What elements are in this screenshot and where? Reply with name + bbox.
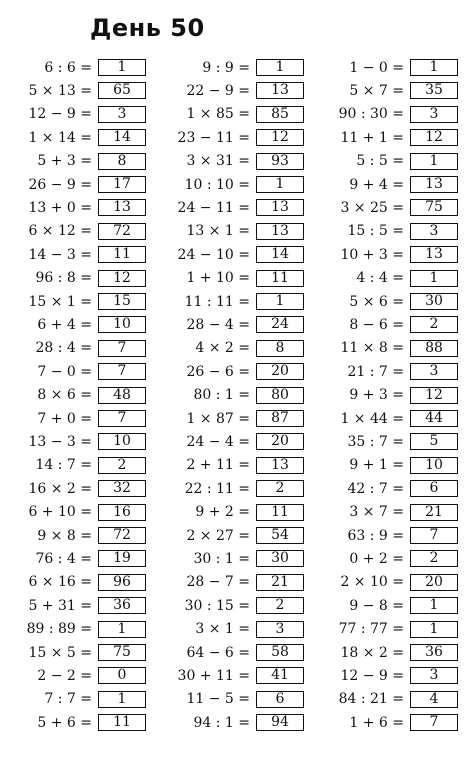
exercise-expression: 5 + 31 = xyxy=(28,597,92,614)
exercise-expression: 2 × 10 = xyxy=(340,574,404,591)
answer-box: 13 xyxy=(410,246,458,263)
exercise-row xyxy=(312,643,458,662)
exercise-expression: 5 : 5 = xyxy=(356,153,404,170)
answer-box: 1 xyxy=(98,621,146,638)
exercise-row xyxy=(312,222,458,241)
exercise-expression: 22 : 11 = xyxy=(184,480,250,497)
answer-box: 7 xyxy=(98,340,146,357)
answer-box: 72 xyxy=(98,223,146,240)
exercise-row xyxy=(158,105,304,124)
exercise-expression: 12 − 9 = xyxy=(340,667,404,684)
exercise-row xyxy=(312,409,458,428)
exercise-expression: 42 : 7 = xyxy=(347,480,404,497)
exercise-row xyxy=(158,573,304,592)
answer-box: 8 xyxy=(256,340,304,357)
exercise-expression: 3 × 25 = xyxy=(340,199,404,216)
exercise-row xyxy=(0,526,146,545)
exercise-expression: 0 + 2 = xyxy=(349,550,404,567)
exercise-row xyxy=(158,315,304,334)
exercise-row xyxy=(158,222,304,241)
answer-box: 14 xyxy=(256,246,304,263)
answer-box: 13 xyxy=(410,176,458,193)
answer-box: 1 xyxy=(98,59,146,76)
exercise-row xyxy=(0,81,146,100)
exercise-row xyxy=(312,479,458,498)
exercise-expression: 8 × 6 = xyxy=(37,387,92,404)
exercise-expression: 4 : 4 = xyxy=(356,270,404,287)
exercise-expression: 1 + 10 = xyxy=(186,270,250,287)
exercise-row xyxy=(158,81,304,100)
answer-box: 13 xyxy=(256,199,304,216)
answer-box: 12 xyxy=(98,270,146,287)
exercise-row xyxy=(0,222,146,241)
exercise-row xyxy=(312,432,458,451)
exercise-row xyxy=(0,690,146,709)
answer-box: 30 xyxy=(256,550,304,567)
exercise-expression: 7 : 7 = xyxy=(44,691,92,708)
exercise-row xyxy=(0,269,146,288)
answer-box: 8 xyxy=(98,153,146,170)
exercise-expression: 1 × 44 = xyxy=(340,410,404,427)
exercise-expression: 9 − 8 = xyxy=(349,597,404,614)
exercise-expression: 11 : 11 = xyxy=(184,293,250,310)
exercise-expression: 9 + 2 = xyxy=(195,504,250,521)
exercise-row xyxy=(312,339,458,358)
answer-box: 1 xyxy=(256,293,304,310)
exercise-row xyxy=(158,198,304,217)
answer-box: 1 xyxy=(98,691,146,708)
exercise-expression: 7 − 0 = xyxy=(37,363,92,380)
exercise-expression: 63 : 9 = xyxy=(347,527,404,544)
answer-box: 20 xyxy=(256,433,304,450)
answer-box: 11 xyxy=(98,714,146,731)
answer-box: 11 xyxy=(256,270,304,287)
answer-box: 19 xyxy=(98,550,146,567)
exercise-row xyxy=(0,58,146,77)
answer-box: 2 xyxy=(256,597,304,614)
answer-box: 15 xyxy=(98,293,146,310)
answer-box: 24 xyxy=(256,316,304,333)
exercise-expression: 3 × 7 = xyxy=(349,504,404,521)
exercise-row xyxy=(312,58,458,77)
exercise-expression: 30 : 15 = xyxy=(184,597,250,614)
exercise-expression: 6 + 4 = xyxy=(37,316,92,333)
answer-box: 80 xyxy=(256,387,304,404)
exercise-row xyxy=(312,152,458,171)
exercise-expression: 9 + 3 = xyxy=(349,387,404,404)
exercise-row xyxy=(0,549,146,568)
answer-box: 14 xyxy=(98,129,146,146)
exercise-expression: 80 : 1 = xyxy=(193,387,250,404)
exercise-expression: 28 − 4 = xyxy=(186,316,250,333)
exercise-row xyxy=(312,198,458,217)
answer-box: 12 xyxy=(410,387,458,404)
exercise-row xyxy=(158,152,304,171)
exercise-expression: 11 + 1 = xyxy=(340,129,404,146)
exercise-expression: 84 : 21 = xyxy=(338,691,404,708)
answer-box: 20 xyxy=(256,363,304,380)
exercise-expression: 2 + 11 = xyxy=(186,457,250,474)
exercise-expression: 10 : 10 = xyxy=(184,176,250,193)
exercise-expression: 3 × 31 = xyxy=(186,153,250,170)
exercise-row xyxy=(312,596,458,615)
exercise-expression: 4 × 2 = xyxy=(195,340,250,357)
exercise-expression: 2 × 27 = xyxy=(186,527,250,544)
exercise-row xyxy=(0,339,146,358)
exercise-expression: 26 − 6 = xyxy=(186,363,250,380)
exercise-row xyxy=(312,175,458,194)
answer-box: 17 xyxy=(98,176,146,193)
answer-box: 65 xyxy=(98,82,146,99)
answer-box: 13 xyxy=(256,223,304,240)
exercise-expression: 1 × 85 = xyxy=(186,106,250,123)
exercise-expression: 13 − 3 = xyxy=(28,433,92,450)
exercise-row xyxy=(0,315,146,334)
answer-box: 16 xyxy=(98,504,146,521)
exercise-expression: 28 − 7 = xyxy=(186,574,250,591)
exercise-expression: 94 : 1 = xyxy=(193,714,250,731)
exercise-row xyxy=(312,713,458,732)
exercise-row xyxy=(0,620,146,639)
exercise-row xyxy=(158,620,304,639)
exercise-row xyxy=(158,128,304,147)
answer-box: 11 xyxy=(98,246,146,263)
exercise-expression: 11 × 8 = xyxy=(340,340,404,357)
exercise-expression: 10 + 3 = xyxy=(340,246,404,263)
answer-box: 2 xyxy=(98,457,146,474)
answer-box: 12 xyxy=(410,129,458,146)
exercise-expression: 18 × 2 = xyxy=(340,644,404,661)
exercise-expression: 23 − 11 = xyxy=(177,129,250,146)
answer-box: 10 xyxy=(98,433,146,450)
exercise-row xyxy=(0,152,146,171)
answer-box: 7 xyxy=(410,527,458,544)
exercise-expression: 12 − 9 = xyxy=(28,106,92,123)
exercise-row xyxy=(158,713,304,732)
exercise-expression: 24 − 11 = xyxy=(177,199,250,216)
exercise-row xyxy=(312,666,458,685)
exercise-row xyxy=(158,58,304,77)
exercise-expression: 7 + 0 = xyxy=(37,410,92,427)
answer-box: 87 xyxy=(256,410,304,427)
exercise-expression: 6 × 12 = xyxy=(28,223,92,240)
exercise-row xyxy=(0,479,146,498)
exercise-expression: 9 × 8 = xyxy=(37,527,92,544)
exercise-expression: 5 × 7 = xyxy=(349,82,404,99)
exercise-expression: 21 : 7 = xyxy=(347,363,404,380)
answer-box: 3 xyxy=(410,667,458,684)
exercise-row xyxy=(0,596,146,615)
exercise-expression: 2 − 2 = xyxy=(37,667,92,684)
exercise-row xyxy=(312,573,458,592)
exercise-row xyxy=(0,292,146,311)
answer-box: 0 xyxy=(98,667,146,684)
exercise-row xyxy=(158,479,304,498)
answer-box: 21 xyxy=(256,574,304,591)
exercise-row xyxy=(158,175,304,194)
answer-box: 13 xyxy=(98,199,146,216)
exercise-expression: 64 − 6 = xyxy=(186,644,250,661)
exercise-expression: 16 × 2 = xyxy=(28,480,92,497)
answer-box: 54 xyxy=(256,527,304,544)
exercise-row xyxy=(312,503,458,522)
answer-box: 48 xyxy=(98,387,146,404)
exercise-expression: 8 − 6 = xyxy=(349,316,404,333)
answer-box: 58 xyxy=(256,644,304,661)
exercise-row xyxy=(312,549,458,568)
exercise-expression: 3 × 1 = xyxy=(195,621,250,638)
exercise-row xyxy=(0,456,146,475)
exercise-row xyxy=(0,666,146,685)
answer-box: 75 xyxy=(410,199,458,216)
exercise-expression: 13 + 0 = xyxy=(28,199,92,216)
exercise-row xyxy=(158,456,304,475)
exercise-row xyxy=(0,643,146,662)
exercise-expression: 24 − 4 = xyxy=(186,433,250,450)
answer-box: 1 xyxy=(256,59,304,76)
exercise-row xyxy=(312,456,458,475)
answer-box: 3 xyxy=(410,363,458,380)
exercise-row xyxy=(312,526,458,545)
answer-box: 12 xyxy=(256,129,304,146)
exercise-row xyxy=(158,292,304,311)
answer-box: 75 xyxy=(98,644,146,661)
exercise-expression: 6 + 10 = xyxy=(28,504,92,521)
exercise-expression: 14 − 3 = xyxy=(28,246,92,263)
answer-box: 93 xyxy=(256,153,304,170)
answer-box: 36 xyxy=(98,597,146,614)
exercise-expression: 14 : 7 = xyxy=(35,457,92,474)
exercise-row xyxy=(158,339,304,358)
exercise-row xyxy=(158,596,304,615)
answer-box: 13 xyxy=(256,457,304,474)
exercise-row xyxy=(158,269,304,288)
exercise-expression: 24 − 10 = xyxy=(177,246,250,263)
answer-box: 3 xyxy=(410,106,458,123)
exercise-expression: 13 × 1 = xyxy=(186,223,250,240)
answer-box: 96 xyxy=(98,574,146,591)
answer-box: 3 xyxy=(256,621,304,638)
exercise-row xyxy=(0,245,146,264)
answer-box: 1 xyxy=(410,597,458,614)
exercise-row xyxy=(158,432,304,451)
exercise-expression: 15 × 5 = xyxy=(28,644,92,661)
exercise-expression: 26 − 9 = xyxy=(28,176,92,193)
answer-box: 1 xyxy=(410,270,458,287)
exercise-expression: 30 : 1 = xyxy=(193,550,250,567)
exercise-row xyxy=(158,245,304,264)
exercise-row xyxy=(158,409,304,428)
answer-box: 3 xyxy=(98,106,146,123)
answer-box: 35 xyxy=(410,82,458,99)
exercise-row xyxy=(0,105,146,124)
answer-box: 1 xyxy=(410,621,458,638)
exercise-expression: 15 : 5 = xyxy=(347,223,404,240)
answer-box: 11 xyxy=(256,504,304,521)
exercise-expression: 1 × 87 = xyxy=(186,410,250,427)
exercise-expression: 5 + 3 = xyxy=(37,153,92,170)
exercise-expression: 5 + 6 = xyxy=(37,714,92,731)
answer-box: 7 xyxy=(98,363,146,380)
exercise-row xyxy=(0,503,146,522)
answer-box: 88 xyxy=(410,340,458,357)
answer-box: 13 xyxy=(256,82,304,99)
exercise-row xyxy=(158,666,304,685)
exercise-row xyxy=(312,292,458,311)
exercise-expression: 6 × 16 = xyxy=(28,574,92,591)
exercise-row xyxy=(312,269,458,288)
exercise-row xyxy=(0,198,146,217)
answer-box: 2 xyxy=(410,550,458,567)
exercise-expression: 9 + 1 = xyxy=(349,457,404,474)
answer-box: 32 xyxy=(98,480,146,497)
exercise-row xyxy=(312,81,458,100)
exercise-row xyxy=(312,315,458,334)
exercise-row xyxy=(158,503,304,522)
exercise-row xyxy=(312,245,458,264)
answer-box: 5 xyxy=(410,433,458,450)
exercise-row xyxy=(158,690,304,709)
answer-box: 72 xyxy=(98,527,146,544)
answer-box: 30 xyxy=(410,293,458,310)
exercise-expression: 11 − 5 = xyxy=(186,691,250,708)
exercise-row xyxy=(312,386,458,405)
exercise-row xyxy=(0,386,146,405)
exercise-row xyxy=(312,690,458,709)
exercise-row xyxy=(0,573,146,592)
exercise-expression: 30 + 11 = xyxy=(177,667,250,684)
answer-box: 7 xyxy=(98,410,146,427)
exercise-row xyxy=(158,526,304,545)
answer-box: 21 xyxy=(410,504,458,521)
exercise-row xyxy=(0,432,146,451)
answer-box: 41 xyxy=(256,667,304,684)
answer-box: 4 xyxy=(410,691,458,708)
answer-box: 44 xyxy=(410,410,458,427)
exercise-expression: 15 × 1 = xyxy=(28,293,92,310)
answer-box: 6 xyxy=(410,480,458,497)
exercise-row xyxy=(158,386,304,405)
exercise-expression: 5 × 13 = xyxy=(28,82,92,99)
answer-box: 10 xyxy=(410,457,458,474)
exercise-row xyxy=(312,128,458,147)
exercise-expression: 76 : 4 = xyxy=(35,550,92,567)
exercise-row xyxy=(158,362,304,381)
exercise-expression: 1 − 0 = xyxy=(349,59,404,76)
answer-box: 2 xyxy=(410,316,458,333)
exercise-row xyxy=(0,713,146,732)
exercise-expression: 1 + 6 = xyxy=(349,714,404,731)
exercise-row xyxy=(0,362,146,381)
page-title: День 50 xyxy=(90,14,205,42)
exercise-expression: 28 : 4 = xyxy=(35,340,92,357)
exercise-expression: 9 + 4 = xyxy=(349,176,404,193)
answer-box: 2 xyxy=(256,480,304,497)
exercise-row xyxy=(0,409,146,428)
answer-box: 7 xyxy=(410,714,458,731)
answer-box: 3 xyxy=(410,223,458,240)
exercise-expression: 90 : 30 = xyxy=(338,106,404,123)
exercise-row xyxy=(158,643,304,662)
exercise-expression: 22 − 9 = xyxy=(186,82,250,99)
exercise-expression: 96 : 8 = xyxy=(35,270,92,287)
exercise-expression: 6 : 6 = xyxy=(44,59,92,76)
answer-box: 36 xyxy=(410,644,458,661)
exercise-expression: 5 × 6 = xyxy=(349,293,404,310)
exercise-row xyxy=(312,105,458,124)
answer-box: 94 xyxy=(256,714,304,731)
exercise-expression: 35 : 7 = xyxy=(347,433,404,450)
answer-box: 1 xyxy=(256,176,304,193)
exercise-expression: 77 : 77 = xyxy=(338,621,404,638)
exercise-row xyxy=(158,549,304,568)
answer-box: 85 xyxy=(256,106,304,123)
exercise-expression: 89 : 89 = xyxy=(26,621,92,638)
answer-box: 20 xyxy=(410,574,458,591)
exercise-expression: 1 × 14 = xyxy=(28,129,92,146)
answer-box: 6 xyxy=(256,691,304,708)
exercise-row xyxy=(0,175,146,194)
exercise-row xyxy=(0,128,146,147)
exercise-expression: 9 : 9 = xyxy=(202,59,250,76)
answer-box: 1 xyxy=(410,59,458,76)
answer-box: 10 xyxy=(98,316,146,333)
exercise-row xyxy=(312,362,458,381)
answer-box: 1 xyxy=(410,153,458,170)
exercise-row xyxy=(312,620,458,639)
